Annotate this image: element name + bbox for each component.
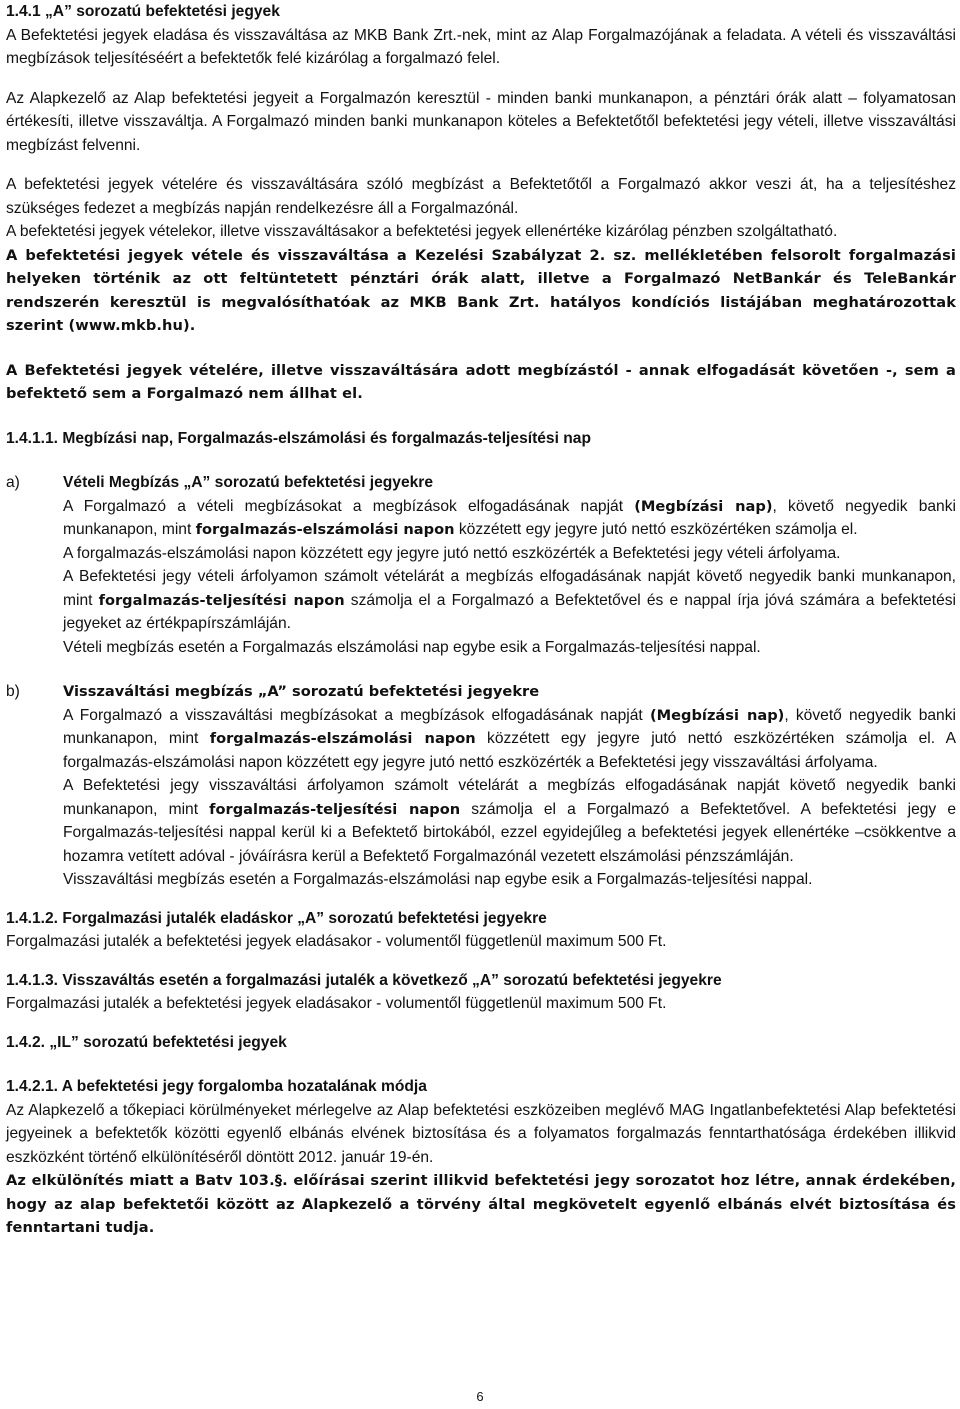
text: számolja el a Forgalmazó a Befektetővel. A befektetési jegy e Forgalmazás-teljesítési nappal kerül ki a Befektető birtokából, ezzel egyidejűleg a befektetési jegyek ellenértéke –csökkentve a hozamra vetített adóval - jóváírásra kerül a Befektető Forgalmazónál vezetett elszámolási pénzszámláján. [63, 800, 956, 865]
list-item-a-para2: A forgalmazás-elszámolási napon közzétett egy jegyre jutó nettó eszközérték a Befektetési jegy vételi árfolyama. [63, 544, 841, 562]
heading-142: 1.4.2. „IL” sorozatú befektetési jegyek [6, 1033, 287, 1051]
section-title: 1.4.1 „A” sorozatú befektetési jegyek [6, 3, 280, 20]
paragraph-sales-part2: A Forgalmazó minden banki munkanapon köteles a Befektetőtől befektetési jegy vételi, illetve visszaváltási megbízást felvenni. [6, 113, 956, 154]
bold-text: forgalmazás-elszámolási napon [195, 521, 455, 538]
list-item-b-para1 [63, 704, 956, 775]
bold-text: forgalmazás-elszámolási napon [209, 730, 476, 747]
text: , követő negyedik banki munkanapon, mint [63, 497, 956, 538]
text: A Forgalmazó a visszaváltási megbízásokat a megbízások elfogadásának napját [63, 706, 650, 724]
text: A Befektetési jegy vételi árfolyamon számolt vételárát a megbízás elfogadásának napját követő negyedik banki munkanapon, mint [63, 568, 956, 609]
list-item-b-title: Visszaváltási megbízás „A” sorozatú befektetési jegyekre [63, 683, 540, 700]
text: számolja el a Forgalmazó a Befektetővel és e nappal írja jóvá számára a befektetési jegyeket az értékpapírszámláján. [63, 591, 956, 632]
list-item-b [6, 680, 956, 892]
page-number: 6 [476, 1389, 484, 1404]
heading-1413: 1.4.1.3. Visszaváltás esetén a forgalmazási jutalék a következő „A” sorozatú befektetési jegyekre [6, 971, 722, 989]
paragraph-1421: Az Alapkezelő a tőkepiaci körülményeket mérlegelve az Alap befektetési eszközeiben meglévő MAG Ingatlanbefektetési Alap befektetési jegyeinek a befektetők közötti egyenlő elbánás elvének biztosítása és a folyamatos forgalmazás fenntarthatósága érdekében illikvid eszközként történő elkülönítéséről döntött 2012. január 19-én. [6, 1101, 956, 1166]
paragraph-sales-part1: Az Alapkezelő az Alap befektetési jegyeit a Forgalmazón keresztül - minden banki munkanapon, a pénztári órák alatt – folyamatosan értékesíti, illetve visszaváltja. [6, 89, 956, 130]
document-page [6, 0, 956, 1240]
paragraph-locations-bold: A befektetési jegyek vétele és visszaváltása a Kezelési Szabályzat 2. sz. mellékletében felsorolt forgalmazási helyeken történik az ott feltüntetett pénztári órák alatt, illetve a Forgalmazó NetBankár és TeleBankár rendszerén keresztül is megvalósíthatóak az MKB Bank Zrt. hatályos kondíciós listájában meghatározottak szerint (www.mkb.hu). [6, 246, 956, 334]
list-item-b-para2 [63, 774, 956, 868]
bold-text: (Megbízási nap) [634, 497, 773, 515]
paragraph-orders: A befektetési jegyek vételére és visszaváltására szóló megbízást a Befektetőtől a Forgalmazó akkor veszi át, ha a teljesítéshez szükséges fedezet a megbízás napján rendelkezésre áll a Forgalmazónál. [6, 176, 956, 217]
list-item-a-para4: Vételi megbízás esetén a Forgalmazás elszámolási nap egybe esik a Forgalmazás-teljesítési nappal. [63, 638, 761, 656]
text: közzétett egy jegyre jutó nettó eszközértéken számolja el. A forgalmazás-elszámolási napon közzétett egy jegyre jutó nettó eszközérték a Befektetési jegy visszaváltási árfolyama. [63, 730, 956, 771]
list-item-a-para1 [63, 495, 956, 542]
bold-text: forgalmazás-teljesítési napon [209, 800, 461, 818]
paragraph-consideration: A befektetési jegyek vételekor, illetve visszaváltásakor a befektetési jegyek ellenértéke kizárólag pénzben szolgáltatható. [6, 223, 838, 240]
paragraph-irrevocable-bold: A Befektetési jegyek vételére, illetve visszaváltására adott megbízástól - annak elfogadását követően -, sem a befektető sem a Forgalmazó nem állhat el. [6, 361, 956, 402]
text: közzétett egy jegyre jutó nettó eszközértéken számolja el. [454, 521, 858, 538]
paragraph-1421-bold: Az elkülönítés miatt a Batv 103.§. előírásai szerint illikvid befektetési jegy sorozatot hoz létre, annak érdekében, hogy az alap befektetői között az Alapkezelő a törvény által megkövetelt egyenlő elbánás elvét biztosítása és fenntartani tudja. [6, 1172, 956, 1236]
heading-1421: 1.4.2.1. A befektetési jegy forgalomba hozatalának módja [6, 1078, 427, 1095]
paragraph-sales [6, 87, 956, 158]
paragraph-1412: Forgalmazási jutalék a befektetési jegyek eladásakor - volumentől függetlenül maximum 500 Ft. [6, 933, 667, 950]
list-marker-b: b) [6, 683, 20, 700]
text: , követő negyedik banki munkanapon, mint [63, 706, 956, 747]
bold-text: (Megbízási nap) [649, 706, 785, 724]
text: A Befektetési jegy visszaváltási árfolyamon számolt vételárát a megbízás elfogadásának napját követő negyedik banki munkanapon, mint [63, 777, 956, 818]
list-item-a-para3 [63, 565, 956, 636]
list-item-a-title: Vételi Megbízás „A” sorozatú befektetési jegyekre [63, 474, 434, 491]
paragraph-1413: Forgalmazási jutalék a befektetési jegyek eladásakor - volumentől függetlenül maximum 500 Ft. [6, 995, 667, 1012]
text: A Forgalmazó a vételi megbízásokat a megbízások elfogadásának napját [63, 497, 635, 515]
list-item-a [6, 471, 956, 659]
bold-text: forgalmazás-teljesítési napon [98, 591, 345, 609]
list-item-b-para3: Visszaváltási megbízás esetén a Forgalmazás-elszámolási nap egybe esik a Forgalmazás-teljesítési nappal. [63, 871, 813, 888]
list-marker-a: a) [6, 474, 20, 491]
paragraph-distribution: A Befektetési jegyek eladása és visszaváltása az MKB Bank Zrt.-nek, mint az Alap Forgalmazójának a feladata. A vételi és visszaváltási megbízások teljesítéséért a befektetők felé kizárólag a forgalmazó felel. [6, 26, 956, 67]
heading-1411: 1.4.1.1. Megbízási nap, Forgalmazás-elszámolási és forgalmazás-teljesítési nap [6, 429, 591, 447]
heading-1412: 1.4.1.2. Forgalmazási jutalék eladáskor „A” sorozatú befektetési jegyekre [6, 909, 547, 927]
